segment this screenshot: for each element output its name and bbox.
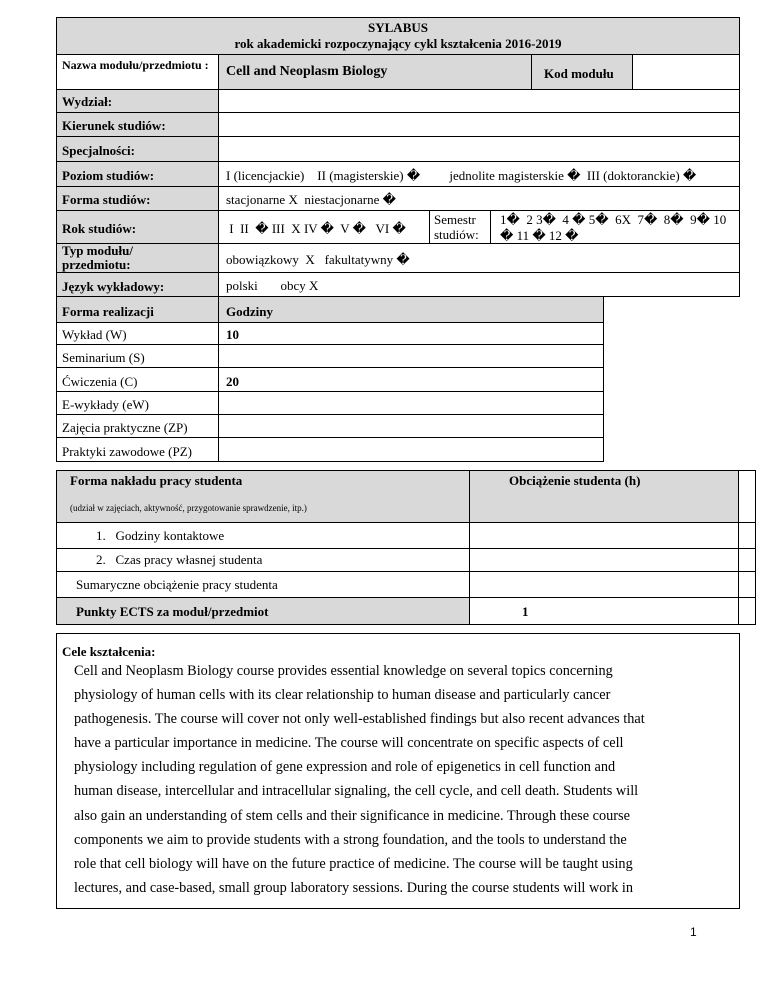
naklad-sum: Sumaryczne obciążenie pracy studenta (76, 577, 278, 592)
specjalnosci-label: Specjalności: (62, 143, 135, 158)
naklad-load-header: Obciążenie studenta (h) (509, 473, 641, 488)
realizacja-hours-2: 20 (226, 374, 239, 389)
realizacja-header-hours-cell (218, 296, 604, 323)
syllabus-title: SYLABUS (368, 20, 428, 35)
realizacja-hours-cell-5 (218, 437, 604, 462)
realizacja-hours-0: 10 (226, 327, 239, 342)
rok-value: I II � III X IV � V � VI � (226, 221, 406, 236)
cele-line: lectures, and case-based, small group laboratory sessions. During the course students will work in (74, 879, 634, 896)
naklad-edge-cell-3 (738, 571, 756, 598)
wydzial-label: Wydział: (62, 94, 113, 109)
forma-label: Forma studiów: (62, 192, 151, 207)
wydzial-value (218, 89, 740, 113)
module-code-label: Kod modułu (544, 66, 614, 81)
kierunek-label: Kierunek studiów: (62, 118, 166, 133)
cele-line: have a particular importance in medicine. The course will concentrate on specific aspects of cell (74, 735, 624, 752)
realizacja-form-5: Praktyki zawodowe (PZ) (62, 444, 192, 459)
realizacja-header-hours: Godziny (226, 304, 273, 319)
cele-line: Cell and Neoplasm Biology course provides essential knowledge on several topics concerning (74, 663, 613, 679)
specjalnosci-value (218, 136, 740, 162)
realizacja-hours-cell-3 (218, 391, 604, 415)
kierunek-value (218, 112, 740, 137)
cele-label: Cele kształcenia: (62, 644, 156, 659)
semestr-value-1: 1� 2 3� 4 � 5� 6X 7� 8� 9� 10 (500, 212, 727, 227)
realizacja-header-form: Forma realizacji (62, 304, 154, 319)
naklad-edge-cell-1 (738, 522, 756, 549)
semestr-label: Semestr studiów: (434, 212, 479, 242)
realizacja-form-0: Wykład (W) (62, 327, 127, 342)
poziom-label: Poziom studiów: (62, 168, 155, 183)
naklad-item2: 2. Czas pracy własnej studenta (96, 552, 263, 567)
cele-text (74, 659, 734, 900)
realizacja-hours-cell-1 (218, 344, 604, 368)
ects-label: Punkty ECTS za moduł/przedmiot (76, 604, 269, 619)
syllabus-subtitle: rok akademicki rozpoczynający cykl kształcenia 2016-2019 (234, 36, 562, 51)
cele-line: physiology including regulation of gene expression and role of epigenetics in cell function and (74, 759, 616, 776)
realizacja-hours-cell-2 (218, 367, 604, 392)
cele-line: components we aim to provide students with a strong foundation, and the tools to understand the (74, 831, 627, 848)
page-number: 1 (690, 925, 697, 939)
cele-line: human disease, intercellular and intracellular signaling, the cell cycle, and cell death. Students will (74, 783, 639, 800)
naklad-edge-cell-4 (738, 597, 756, 625)
naklad-header: Forma nakładu pracy studenta (70, 473, 243, 488)
naklad-sum-value (469, 571, 739, 598)
rok-label: Rok studiów: (62, 221, 137, 236)
naklad-item1-value (469, 522, 739, 549)
cele-line: pathogenesis. The course will cover not only well-established findings but also recent advances that (74, 711, 645, 728)
realizacja-form-4: Zajęcia praktyczne (ZP) (62, 420, 188, 435)
module-code-value (632, 54, 740, 90)
semestr-value-2: � 11 � 12 � (500, 228, 579, 243)
module-name-label: Nazwa modułu/przedmiotu : (62, 58, 209, 72)
cele-line: also gain an understanding of stem cells and their significance in medicine. Through these course (74, 807, 630, 824)
cele-line: role that cell biology will have on the future practice of medicine. The course will be taught using (74, 855, 633, 872)
realizacja-form-3: E-wykłady (eW) (62, 397, 149, 412)
jezyk-value: polski obcy X (226, 278, 319, 293)
realizacja-hours-cell-0 (218, 322, 604, 345)
naklad-item2-value (469, 548, 739, 572)
poziom-value: I (licencjackie) II (magisterskie) � jednolite magisterskie � III (doktoranckie) � (226, 168, 697, 183)
ects-value-cell (469, 597, 739, 625)
realizacja-form-1: Seminarium (S) (62, 350, 145, 365)
cele-line: physiology of human cells with its clear relationship to human disease and particularly cancer (74, 687, 611, 704)
realizacja-form-2: Ćwiczenia (C) (62, 374, 138, 389)
naklad-edge-cell-2 (738, 548, 756, 572)
jezyk-label: Język wykładowy: (62, 279, 165, 294)
realizacja-hours-cell-4 (218, 414, 604, 438)
typ-value: obowiązkowy X fakultatywny � (226, 252, 410, 267)
ects-value: 1 (522, 604, 529, 619)
naklad-item1: 1. Godziny kontaktowe (96, 528, 225, 543)
naklad-header-note: (udział w zajęciach, aktywność, przygotowanie sprawdzenie, itp.) (70, 503, 307, 513)
forma-value: stacjonarne X niestacjonarne � (226, 192, 396, 207)
module-name-value: Cell and Neoplasm Biology (226, 64, 388, 79)
naklad-edge-cell-0 (738, 470, 756, 523)
typ-label: Typ modułu/ przedmiotu: (62, 243, 133, 272)
